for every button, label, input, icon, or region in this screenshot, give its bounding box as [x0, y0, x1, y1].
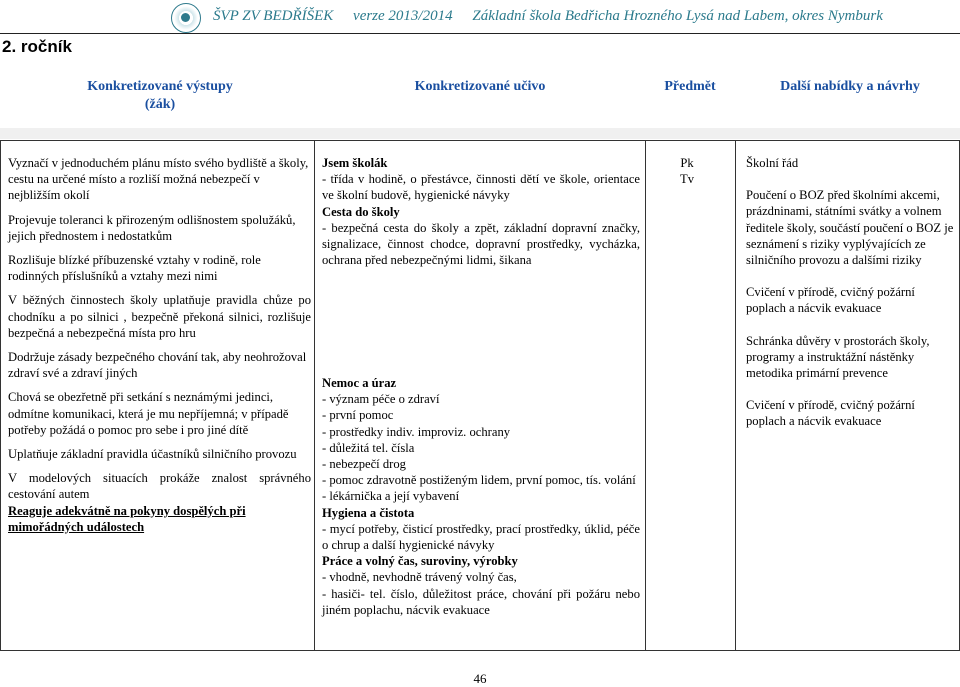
offer-item: Školní řád	[746, 156, 799, 170]
table-divider-2	[645, 140, 646, 650]
school-seal-icon	[171, 3, 201, 33]
table-bottom-border	[0, 650, 960, 651]
curriculum-list-item: - první pomoc	[322, 408, 394, 423]
header-separator-band	[0, 128, 960, 139]
table-border-left	[0, 140, 1, 650]
column-header-subject: Předmět	[664, 79, 716, 94]
outcome-item: Vyznačí v jednoduchém plánu místo svého bydliště a školy, cestu na určené místo a rozliší možná nebezpečí v nejbližším okolí	[8, 156, 309, 203]
outcome-item: Chová se obezřetně při setkání s neznámými jedinci, odmítne komunikaci, která je mu nepříjemná; v případě potřeby požádá o pomoc pro sebe i pro jiné dítě	[8, 390, 289, 437]
outcome-item: V běžných činnostech školy uplatňuje pravidla chůze po chodníku a po silnici , bezpečně překoná silnici, rozlišuje bezpečná a nebezpečná místa pro hru	[8, 293, 311, 340]
outcome-item: V modelových situacích prokáže znalost správného cestování autem	[8, 471, 311, 502]
curriculum-list-item: - prostředky indiv. improviz. ochrany	[322, 424, 511, 439]
curriculum-list-item: - význam péče o zdraví	[322, 392, 440, 407]
outcome-item: Uplatňuje základní pravidla účastníků silničního provozu	[8, 447, 297, 462]
subject-code: Tv	[680, 172, 694, 187]
header-text	[213, 8, 899, 25]
offer-item: Schránka důvěry v prostorách školy, programy a instruktážní nástěnky metodika primární prevence	[746, 333, 930, 381]
outcomes-column	[8, 155, 311, 535]
offers-column	[746, 155, 956, 430]
column-header-offers: Další nabídky a návrhy	[780, 79, 920, 94]
column-header-outcomes-line2: (žák)	[144, 97, 176, 112]
curriculum-list-item: - důležitá tel. čísla	[322, 440, 415, 455]
curriculum-list-item: - hasiči- tel. číslo, důležitost práce, chování při požáru nebo jiném poplachu, nácvik evakuace	[322, 586, 640, 617]
subject-code: Pk	[680, 156, 694, 170]
curriculum-text: - třída v hodině, o přestávce, činnosti dětí ve škole, orientace ve školní budově, hygienické návyky	[322, 172, 640, 203]
curriculum-text: - mycí potřeby, čisticí prostředky, prací prostředky, úklid, péče o chrup a další hygienické návyky	[322, 521, 640, 553]
outcome-item: Dodržuje zásady bezpečného chování tak, aby neohrožoval zdraví své a zdraví jiných	[8, 350, 307, 381]
column-header-curriculum: Konkretizované učivo	[414, 79, 546, 94]
curriculum-list-item: - lékárnička a její vybavení	[322, 489, 460, 504]
table-top-border	[0, 140, 960, 141]
header-rule	[0, 33, 960, 34]
curriculum-column-top	[322, 155, 640, 268]
curriculum-list-item: - pomoc zdravotně postiženým lidem, první pomoc, tís. volání	[322, 473, 636, 488]
running-header	[0, 0, 960, 32]
subject-column	[652, 155, 722, 187]
table-divider-3	[735, 140, 736, 650]
table-divider-1	[314, 140, 315, 650]
curriculum-heading: Jsem školák	[322, 156, 388, 170]
curriculum-heading: Cesta do školy	[322, 204, 400, 219]
curriculum-column-bottom	[322, 375, 640, 618]
outcome-item: Projevuje toleranci k přirozeným odlišnostem spolužáků, jejich přednostem i nedostatkům	[8, 212, 296, 243]
outcome-item: Rozlišuje blízké příbuzenské vztahy v rodině, role rodinných příslušníků a vztahy mezi nimi	[8, 253, 261, 284]
curriculum-heading: Práce a volný čas, suroviny, výrobky	[322, 554, 518, 569]
offer-item: Cvičení v přírodě, cvičný požární poplach a nácvik evakuace	[746, 398, 915, 429]
offer-item: Cvičení v přírodě, cvičný požární poplach a nácvik evakuace	[746, 285, 915, 316]
curriculum-heading: Nemoc a úraz	[322, 376, 397, 390]
column-header-outcomes-line1: Konkretizované výstupy	[87, 79, 233, 94]
header-version: verze 2013/2014	[353, 8, 453, 24]
outcome-item-emergency: Reaguje adekvátně na pokyny dospělých při mimořádných událostech	[8, 503, 246, 534]
header-program: ŠVP ZV BEDŘÍŠEK	[213, 8, 334, 24]
page-number: 46	[473, 671, 487, 686]
curriculum-list-item: - vhodně, nevhodně trávený volný čas,	[322, 570, 517, 585]
curriculum-heading: Hygiena a čistota	[322, 505, 415, 520]
column-header-outcomes	[60, 78, 260, 114]
header-school: Základní škola Bedřicha Hrozného Lysá nad Labem, okres Nymburk	[472, 8, 883, 24]
curriculum-list-item: - nebezpečí drog	[322, 457, 406, 472]
offer-item: Poučení o BOZ před školními akcemi, prázdninami, státními svátky a volnem ředitele školy, součástí poučení o BOZ je seznámení s riziky vyplývajících ze silničního provozu a dalšími riziky	[746, 188, 954, 268]
grade-title: 2. ročník	[2, 37, 72, 56]
curriculum-text: - bezpečná cesta do školy a zpět, základní dopravní značky, signalizace, činnost chodce, dopravní prostředky, vycházka, ochrana před nebezpečnými lidmi, šikana	[322, 220, 640, 268]
